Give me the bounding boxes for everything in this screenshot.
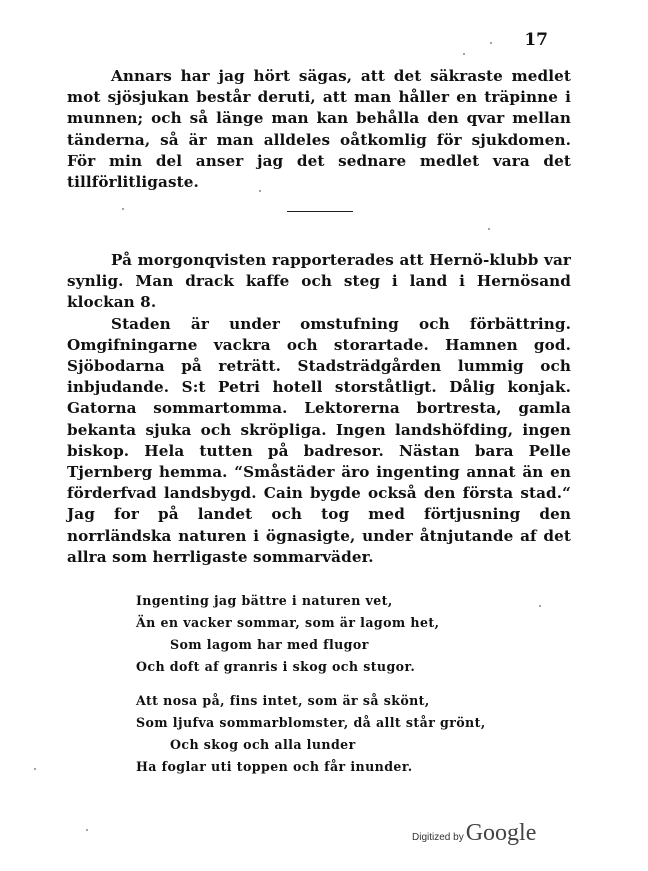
- poem-line: Och skog och alla lunder: [170, 737, 356, 752]
- page-number: 17: [524, 30, 548, 50]
- poem-line: Än en vacker sommar, som är lagom het,: [136, 615, 440, 630]
- scan-speck: [488, 228, 490, 230]
- scan-speck: [490, 42, 492, 44]
- digitized-by-label: Digitized by: [412, 832, 464, 843]
- google-logo: Google: [465, 820, 537, 846]
- poem-stanza-2: [136, 690, 486, 778]
- scan-speck: [34, 768, 36, 770]
- poem-line: Och doft af granris i skog och stugor.: [136, 659, 416, 674]
- scan-speck: [539, 605, 541, 607]
- section-divider: [287, 211, 353, 212]
- scan-speck: [259, 190, 261, 192]
- scan-speck: [86, 829, 88, 831]
- paragraph-2: På morgonqvisten rapporterades att Hernö-klubb var synlig. Man drack kaffe och steg i land i Hernösand klockan 8.: [67, 251, 571, 312]
- digitized-watermark: [412, 820, 536, 847]
- poem-line: Ingenting jag bättre i naturen vet,: [136, 593, 393, 608]
- paragraph-1: Annars har jag hört sägas, att det säkraste medlet mot sjösjukan består deruti, att man håller en träpinne i munnen; och så länge man kan behålla den qvar mellan tänderna, så är man alldeles oåtkomlig för sjukdomen. För min del anser jag det sednare medlet vara det tillförlitligaste.: [67, 67, 571, 192]
- poem-line: Ha foglar uti toppen och får inunder.: [136, 759, 413, 774]
- text-block-2: [67, 250, 571, 568]
- poem-line: Som ljufva sommarblomster, då allt står grönt,: [136, 715, 486, 730]
- text-block-1: [67, 66, 571, 193]
- paragraph-3: Staden är under omstufning och förbättring. Omgifningarne vackra och storartade. Hamnen god. Sjöbodarna på reträtt. Stadsträdgården lummig och inbjudande. S:t Petri hotell storståtligt. Dålig konjak. Gatorna sommartomma. Lektorerna bortresta, gamla bekanta sjuka och skröpliga. Ingen landshöfding, ingen biskop. Hela tutten på badresor. Nästan bara Pelle Tjernberg hemma. “Småstäder äro ingenting annat än en förderfvad landsbygd. Cain bygde också den första stad.“ Jag for på landet och tog med förtjusning den norrländska naturen i ögnasigte, under åtnjutande af det allra som herrligaste sommarväder.: [67, 314, 571, 566]
- poem-line: Som lagom har med flugor: [170, 637, 369, 652]
- poem-line: Att nosa på, fins intet, som är så skönt,: [136, 693, 430, 708]
- scan-speck: [463, 53, 465, 55]
- poem-stanza-1: [136, 590, 439, 678]
- scan-speck: [122, 208, 124, 210]
